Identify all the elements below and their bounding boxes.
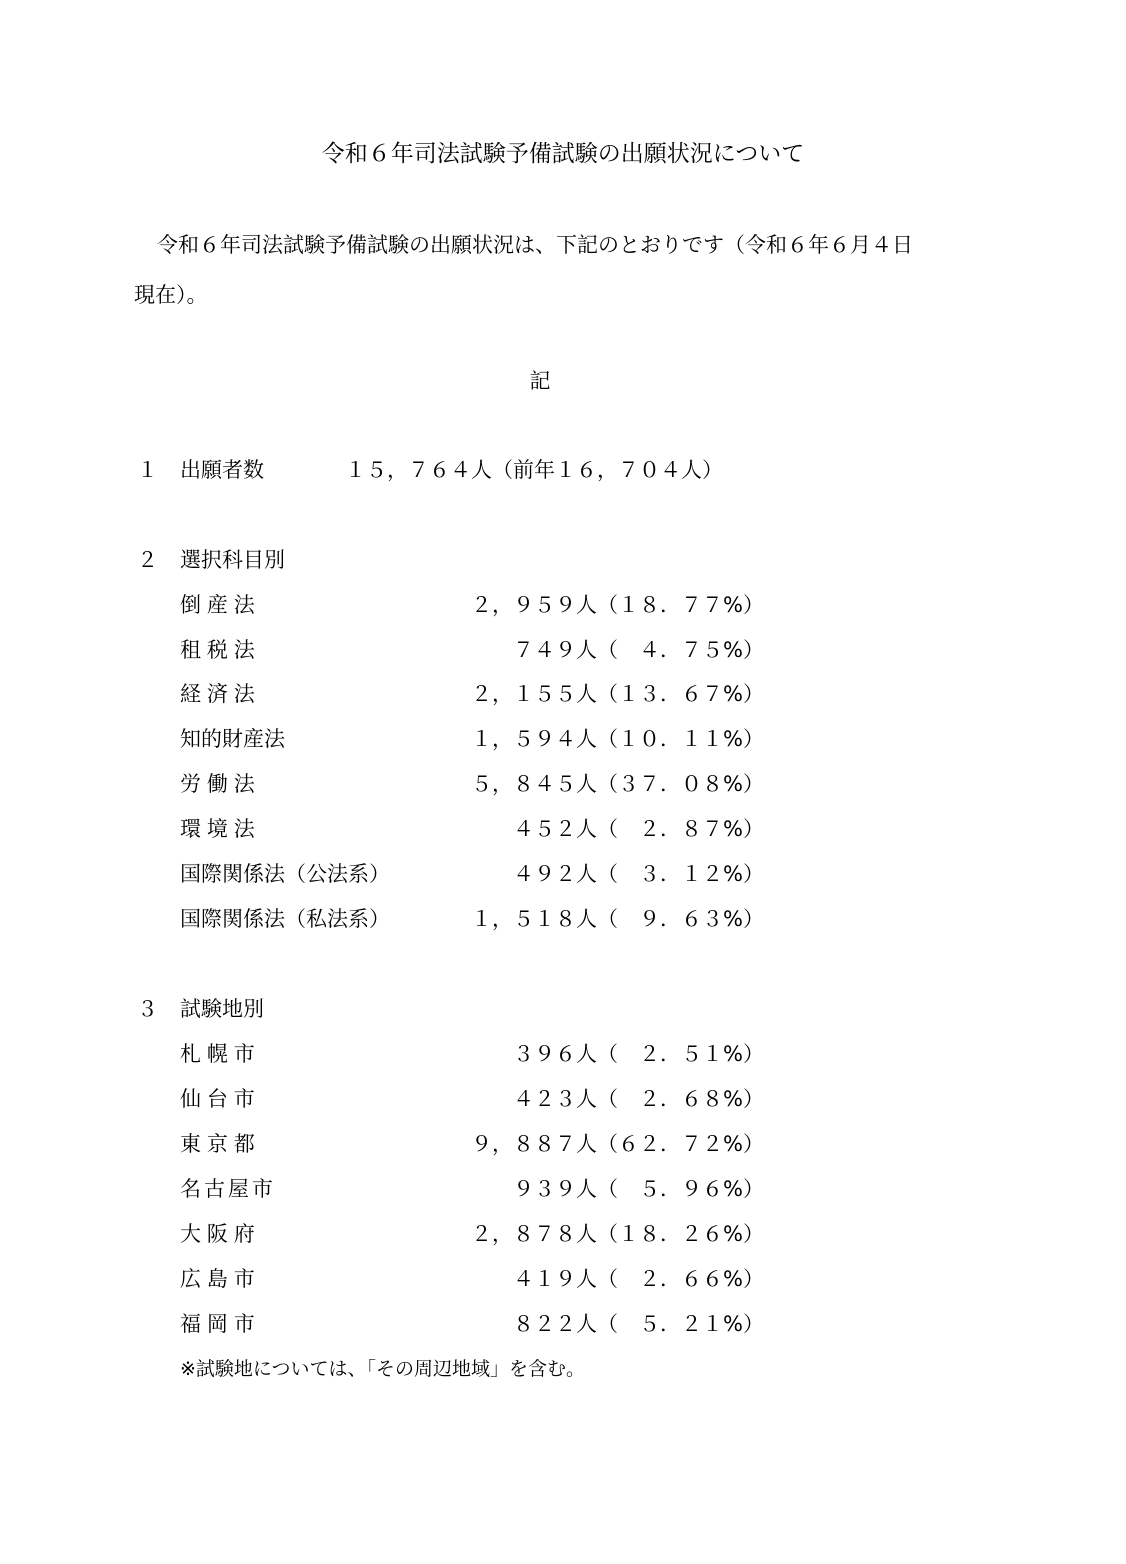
section-3-number: ３ <box>137 997 158 1021</box>
subject-label: 知的財産法 <box>180 727 285 751</box>
section-2-label: 選択科目別 <box>180 548 285 572</box>
exam-site-label: 大阪府 <box>180 1222 261 1246</box>
subject-label: 租税法 <box>180 638 261 662</box>
subject-value: ５，８４５人（３７．０８%） <box>471 772 764 796</box>
subject-label: 国際関係法（公法系） <box>180 862 390 886</box>
subject-label: 倒産法 <box>180 593 261 617</box>
exam-site-label: 東京都 <box>180 1132 261 1156</box>
intro-text-line-2: 現在）。 <box>134 283 208 307</box>
subject-label: 労働法 <box>180 772 261 796</box>
section-1-number: １ <box>137 458 158 482</box>
subject-value: ２，９５９人（１８．７７%） <box>471 593 764 617</box>
section-2-number: ２ <box>137 548 158 572</box>
exam-site-label: 仙台市 <box>180 1087 261 1111</box>
subject-value: １，５９４人（１０．１１%） <box>471 727 764 751</box>
subject-label: 国際関係法（私法系） <box>180 907 390 931</box>
section-3-label: 試験地別 <box>180 997 264 1021</box>
exam-site-value: ４２３人（ ２．６８%） <box>513 1087 764 1111</box>
exam-site-value: ９３９人（ ５．９６%） <box>513 1177 764 1201</box>
subject-value: ２，１５５人（１３．６７%） <box>471 682 764 706</box>
subject-label: 経済法 <box>180 682 261 706</box>
subject-label: 環境法 <box>180 817 261 841</box>
exam-site-label: 広島市 <box>180 1267 261 1291</box>
exam-site-value: ８２２人（ ５．２１%） <box>513 1312 764 1336</box>
exam-site-label: 札幌市 <box>180 1042 261 1066</box>
section-1-label: 出願者数 <box>180 458 264 482</box>
exam-site-label: 福岡市 <box>180 1312 261 1336</box>
subject-value: １，５１８人（ ９．６３%） <box>471 907 764 931</box>
document-title: 令和６年司法試験予備試験の出願状況について <box>321 141 805 167</box>
subject-value: ４５２人（ ２．８７%） <box>513 817 764 841</box>
footnote: ※試験地については、「その周辺地域」を含む。 <box>180 1358 586 1380</box>
exam-site-value: ３９６人（ ２．５１%） <box>513 1042 764 1066</box>
ki-heading: 記 <box>529 369 551 393</box>
subject-value: ４９２人（ ３．１２%） <box>513 862 764 886</box>
intro-text-line-1: 令和６年司法試験予備試験の出願状況は、下記のとおりです（令和６年６月４日 <box>157 233 913 257</box>
exam-site-value: ４１９人（ ２．６６%） <box>513 1267 764 1291</box>
exam-site-value: ２，８７８人（１８．２６%） <box>471 1222 764 1246</box>
exam-site-value: ９，８８７人（６２．７２%） <box>471 1132 764 1156</box>
exam-site-label: 名古屋市 <box>180 1177 276 1201</box>
subject-value: ７４９人（ ４．７５%） <box>513 638 764 662</box>
section-1-value: １５，７６４人（前年１６，７０４人） <box>345 458 723 482</box>
